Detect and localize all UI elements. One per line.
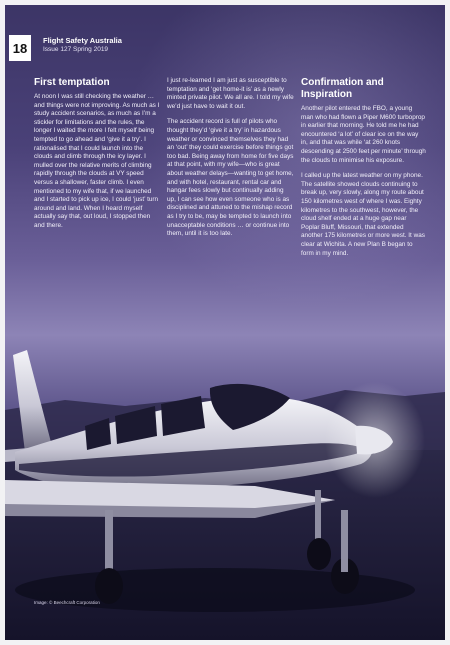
issue-label: Issue 127 Spring 2019 — [43, 46, 109, 53]
publication-title: Flight Safety Australia — [43, 36, 122, 45]
nose-wheel — [307, 538, 331, 570]
page-number: 18 — [9, 35, 31, 61]
column-2 — [167, 77, 294, 246]
column-1 — [34, 77, 162, 238]
body-paragraph: I called up the latest weather on my phone. The satellite showed clouds continuing to break up, very slowly, along my route about 150 kilometres west of where I was. Eighty kilometres to the southwest, however, the cloud shelf ended at a huge gap near Poplar Bluff, Missouri, that extended another 175 kilometres or more west. It was clear at Wichita. A new Plan B began to form in my mind. — [301, 172, 425, 257]
section-heading-confirmation: Confirmation and Inspiration — [301, 77, 384, 100]
body-paragraph: At noon I was still checking the weather … and things were not improving. As much as I study accident scenarios, as much as I’m a stickler for limitations and the rules, the longer I waited the more I felt myself being tempted to go ahead and ‘give it a try’. I rationalised that I could launch into the clouds and climb through the icy layer. I mulled over the relative merits of climbing rapidly through the clouds at VY speed versus a shallower, faster climb. I even mentioned to my wife that, if we launched and I started to pick up ice, I could ‘just’ turn around and land. When I heard myself actually say that, out loud, I stopped then and there. — [34, 93, 160, 229]
image-credit: Image: © Beechcraft Corporation — [34, 600, 100, 605]
main-wheel — [95, 568, 123, 604]
magazine-page — [5, 5, 445, 640]
aircraft-photo — [5, 340, 445, 640]
body-paragraph: The accident record is full of pilots who thought they’d ‘give it a try’ in hazardous weather or convinced themselves they had an ‘out’ they could exercise before things got too bad. Being away from home for five days at that point, with my wife—who is great about weather delays—wanting to get home, and with hotel, restaurant, rental car and hangar fees slowly but continually adding up, I can see how even someone who is as disciplined and attuned to the mishap record as I try to be, may be tempted to launch into unacceptable conditions … or continue into them, until it is too late. — [167, 118, 294, 238]
column-3 — [301, 77, 426, 265]
section-heading-first-temptation: First temptation — [34, 77, 110, 88]
body-paragraph: I just re-learned I am just as susceptible to temptation and ‘get home-it is’ as a newly minted private pilot. We all are. I told my wife we’d just have to wait it out. — [167, 77, 294, 110]
body-paragraph: Another pilot entered the FBO, a young man who had flown a Piper M600 turboprop in earlier that morning. He told me he had encountered ‘a lot’ of clear ice on the way in, and that was while ‘at 260 knots descending at 2500 feet per minute’ through the clouds to minimise his exposure. — [301, 105, 426, 164]
page-header — [5, 35, 265, 63]
